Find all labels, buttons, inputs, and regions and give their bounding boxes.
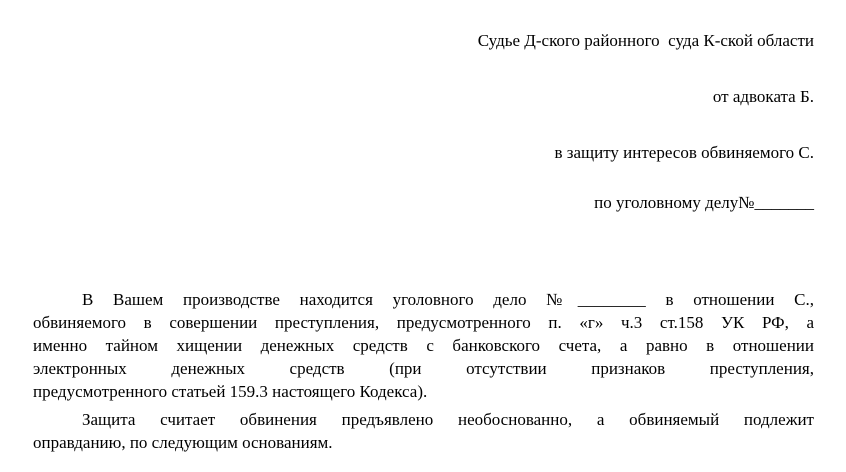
paragraph-line: Защита считает обвинения предъявлено необоснованно, а обвиняемый подлежит (82, 410, 814, 429)
paragraph-case-description (33, 288, 814, 403)
paragraph-line: именно тайном хищении денежных средств с банковского счета, а равно в отношении (33, 336, 814, 355)
header-case-number: по уголовному делу№_______ (594, 193, 814, 212)
paragraph-line: В Вашем производстве находится уголовного дело №________ в отношении С., (82, 290, 814, 309)
paragraph-line: электронных денежных средств (при отсутствии признаков преступления, (33, 359, 814, 378)
paragraph-line: предусмотренного статьей 159.3 настоящего Кодекса). (33, 382, 428, 401)
paragraph-defense-position (33, 408, 814, 454)
header-on-behalf: в защиту интересов обвиняемого С. (554, 143, 814, 162)
header-from: от адвоката Б. (712, 87, 814, 106)
paragraph-line: обвиняемого в совершении преступления, предусмотренного п. «г» ч.3 ст.158 УК РФ, а (33, 313, 814, 332)
header-addressee: Судье Д-ского районного суда К-ской области (477, 31, 814, 50)
paragraph-line: оправданию, по следующим основаниям. (33, 433, 333, 452)
